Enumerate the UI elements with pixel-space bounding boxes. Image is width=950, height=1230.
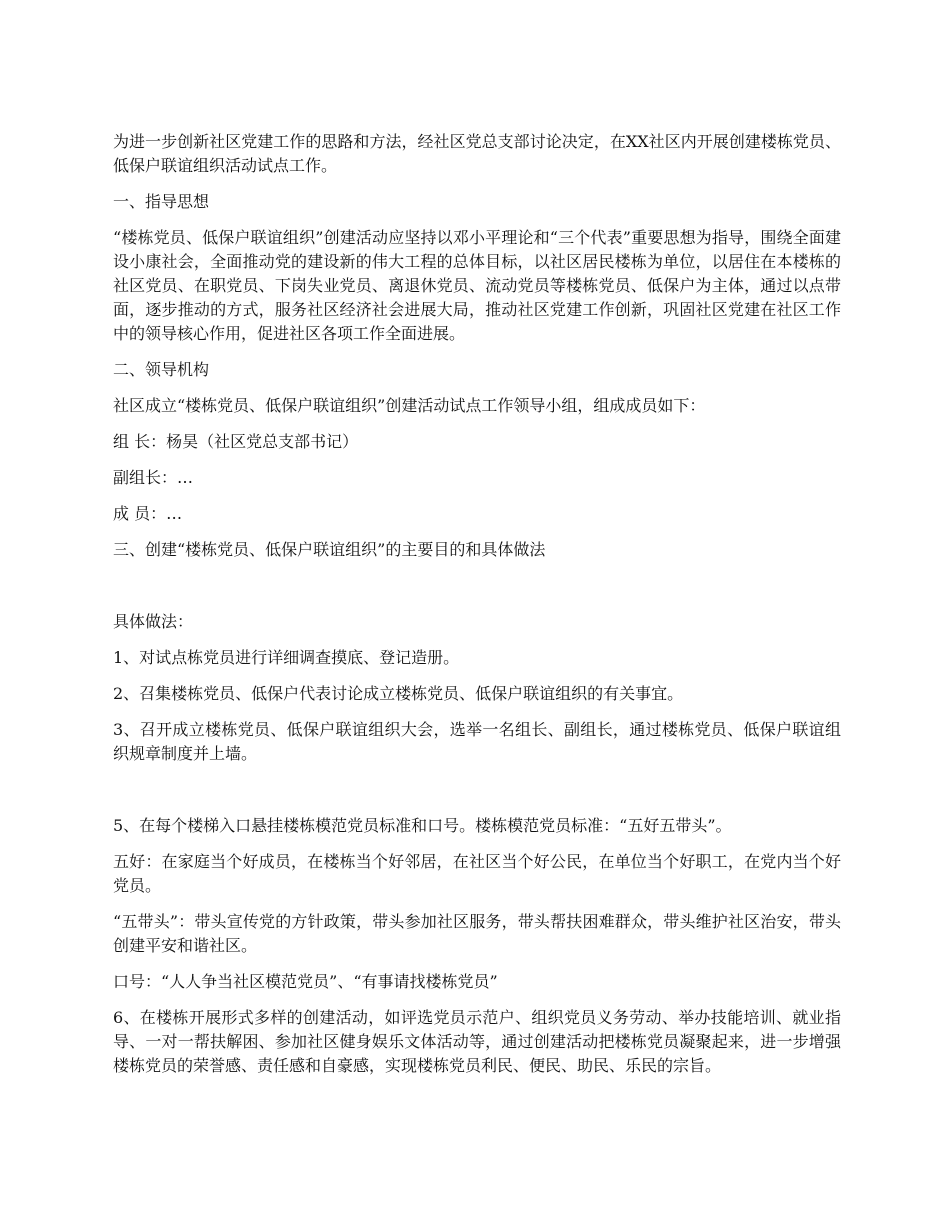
document-body: [113, 130, 841, 1090]
section-heading-leadership: 二、领导机构: [113, 360, 210, 379]
deputy-leader-line: 副组长：…: [113, 468, 194, 487]
members-line: 成 员：…: [113, 504, 183, 523]
method-item-1: 1、对试点栋党员进行详细调查摸底、登记造册。: [113, 648, 460, 667]
five-leads-paragraph: “五带头”：带头宣传党的方针政策，带头参加社区服务，带头帮扶困难群众，带头维护社区治安，带头创建平安和谐社区。: [113, 912, 841, 955]
intro-paragraph: 为进一步创新社区党建工作的思路和方法，经社区党总支部讨论决定，在XX社区内开展创建楼栋党员、低保户联谊组织活动试点工作。: [113, 132, 841, 175]
leadership-paragraph: 社区成立“楼栋党员、低保户联谊组织”创建活动试点工作领导小组，组成成员如下：: [113, 396, 706, 415]
method-item-2: 2、召集楼栋党员、低保户代表讨论成立楼栋党员、低保户联谊组织的有关事宜。: [113, 684, 684, 703]
method-item-6: 6、在楼栋开展形式多样的创建活动，如评选党员示范户、组织党员义务劳动、举办技能培训、就业指导、一对一帮扶解困、参加社区健身娱乐文体活动等，通过创建活动把楼栋党员凝聚起来，进一步增强楼栋党员的荣誉感、责任感和自豪感，实现楼栋党员利民、便民、助民、乐民的宗旨。: [113, 1008, 841, 1075]
blank-gap: [113, 778, 841, 814]
method-item-3: 3、召开成立楼栋党员、低保户联谊组织大会，选举一名组长、副组长，通过楼栋党员、低保户联谊组织规章制度并上墙。: [113, 720, 841, 763]
methods-heading: 具体做法：: [113, 612, 194, 631]
five-goods-paragraph: 五好：在家庭当个好成员，在楼栋当个好邻居，在社区当个好公民，在单位当个好职工，在党内当个好党员。: [113, 852, 841, 895]
guiding-ideology-paragraph: “楼栋党员、低保户联谊组织”创建活动应坚持以邓小平理论和“三个代表”重要思想为指导，围绕全面建设小康社会，全面推动党的建设新的伟大工程的总体目标，以社区居民楼栋为单位，以居住在本楼栋的社区党员、在职党员、下岗失业党员、离退休党员、流动党员等楼栋党员、低保户为主体，通过以点带面，逐步推动的方式，服务社区经济社会进展大局，推动社区党建工作创新，巩固社区党建在社区工作中的领导核心作用，促进社区各项工作全面进展。: [113, 228, 841, 343]
leader-line: 组 长：杨昊（社区党总支部书记）: [113, 432, 359, 451]
blank-gap: [113, 574, 841, 610]
section-heading-purpose-methods: 三、创建“楼栋党员、低保户联谊组织”的主要目的和具体做法: [113, 540, 546, 559]
section-heading-guiding-ideology: 一、指导思想: [113, 192, 210, 211]
method-item-5: 5、在每个楼梯入口悬挂楼栋模范党员标准和口号。楼栋模范党员标准：“五好五带头”。: [113, 816, 732, 835]
slogan-line: 口号：“人人争当社区模范党员”、“有事请找楼栋党员”: [113, 972, 498, 991]
